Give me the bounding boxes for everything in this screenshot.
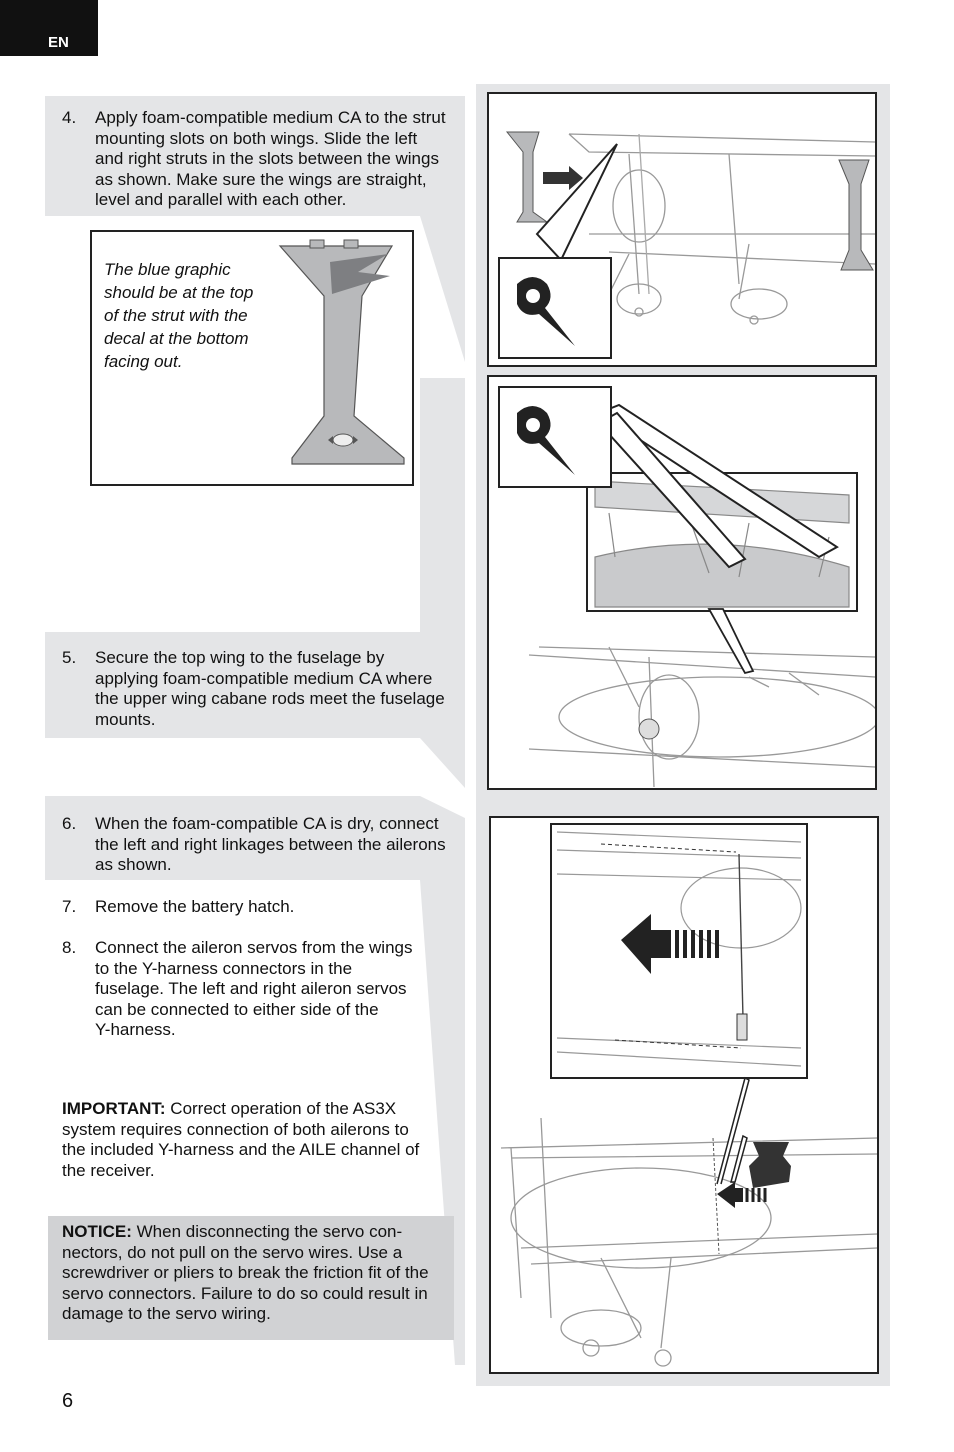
important-note: IMPORTANT: Correct operation of the AS3X system requires connection of both ailerons to the included Y-harness and the AILE channel of the receiver. xyxy=(62,1099,420,1180)
step-text: Remove the battery hatch. xyxy=(95,897,295,916)
strut-note-text: The blue graphic should be at the top of the strut with the decal at the bottom facing out. xyxy=(104,260,254,371)
strut-illustration xyxy=(92,232,412,484)
figure-top-wing xyxy=(487,375,877,790)
step-text: Apply foam-compatible medium CA to the strut mounting slots on both wings. Slide the left and right struts in the slots between the wings as shown. Make sure the wings are straight, level and parallel with each other. xyxy=(95,108,446,210)
language-tab-label: EN xyxy=(48,34,69,51)
figure-aileron-linkage xyxy=(489,816,879,1374)
strut-note-box xyxy=(90,230,414,486)
strut-install-illustration xyxy=(489,94,875,365)
step-number: 8. xyxy=(62,938,77,957)
step-text: Secure the top wing to the fuselage by applying foam-compatible medium CA where the upper wing cabane rods meet the fuselage mounts. xyxy=(95,648,445,729)
step-number: 4. xyxy=(62,108,77,127)
step-number: 7. xyxy=(62,897,77,916)
page-number: 6 xyxy=(62,1390,74,1412)
important-label: IMPORTANT: xyxy=(62,1099,166,1118)
step-number: 6. xyxy=(62,814,77,833)
step-text: Connect the aileron servos from the wings to the Y-harness connectors in the fuselage. The left and right aileron servos can be connected to either side of the Y-harness. xyxy=(95,938,413,1040)
step-text: When the foam-compatible CA is dry, connect the left and right linkages between the ailerons as shown. xyxy=(95,814,446,875)
notice-box xyxy=(48,1216,454,1340)
figure-strut-install xyxy=(487,92,877,367)
aileron-linkage-illustration xyxy=(491,818,877,1372)
step-number: 5. xyxy=(62,648,77,667)
notice-text: NOTICE: When disconnecting the servo con- nectors, do not pull on the servo wires. Use a screwdriver or pliers to break the friction fit of the servo connectors. Failure to do so could result in damage to the servo wiring. xyxy=(62,1222,429,1324)
notice-label: NOTICE: xyxy=(62,1222,132,1241)
top-wing-illustration xyxy=(489,377,875,788)
